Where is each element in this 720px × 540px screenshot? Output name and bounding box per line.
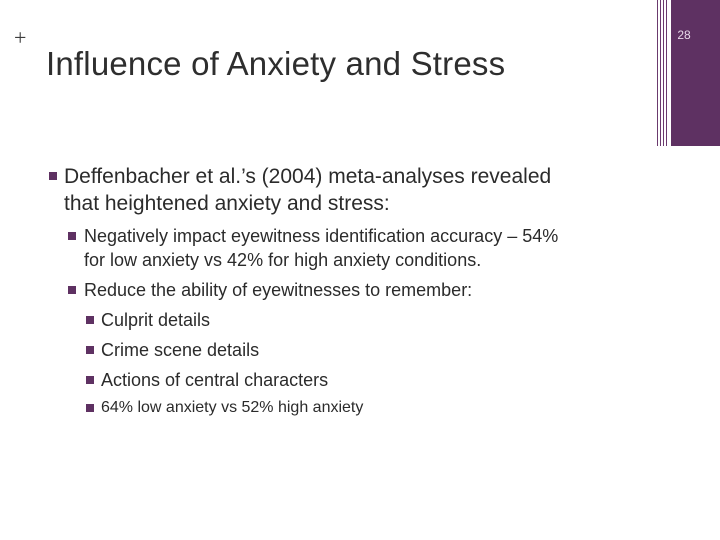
- slide-title: Influence of Anxiety and Stress: [46, 45, 506, 82]
- bullet-level3-item3: Actions of central characters: [101, 370, 329, 390]
- bullet-level3-icon: [86, 346, 94, 354]
- bullet-level3-icon: [86, 316, 94, 324]
- bullet-level3-item4: 64% low anxiety vs 52% high anxiety: [101, 399, 364, 416]
- bullet-level3-item1: Culprit details: [101, 310, 211, 330]
- bullet-level1-line2: that heightened anxiety and stress:: [64, 192, 390, 215]
- bullet-level2-item1-line1: Negatively impact eyewitness identification accuracy – 54%: [84, 226, 559, 246]
- bullet-level3-item2: Crime scene details: [101, 340, 260, 360]
- bullet-level2-icon: [68, 286, 76, 294]
- bullet-level1-line1: Deffenbacher et al.’s (2004) meta-analyses revealed: [64, 165, 552, 188]
- plus-icon: +: [14, 25, 27, 50]
- bullet-level3-icon: [86, 404, 94, 412]
- accent-divider-lines: [657, 0, 667, 146]
- bullet-level2-item2: Reduce the ability of eyewitnesses to remember:: [84, 280, 473, 300]
- accent-bar: [671, 0, 720, 146]
- slide-number: 28: [677, 28, 691, 42]
- bullet-level1-icon: [49, 172, 57, 180]
- bullet-level2-icon: [68, 232, 76, 240]
- bullet-level2-item1-line2: for low anxiety vs 42% for high anxiety conditions.: [84, 250, 482, 270]
- bullet-level3-icon: [86, 376, 94, 384]
